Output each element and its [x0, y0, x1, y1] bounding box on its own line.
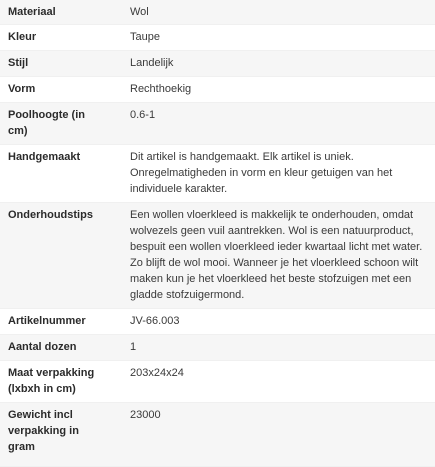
spec-label: Aantal dozen [8, 341, 77, 353]
spec-value: Dit artikel is handgemaakt. Elk artikel is uniek. Onregelmatigheden in vorm en kleur getuigen van het individuele karakter. [130, 151, 393, 195]
spec-value: Taupe [130, 31, 160, 43]
spec-value: Landelijk [130, 57, 174, 69]
spec-label: Maat verpakking (lxbxh in cm) [8, 367, 95, 395]
spec-row-onderhoudstips [0, 203, 435, 309]
spec-label: Poolhoogte (in cm) [8, 109, 85, 137]
spec-value: Een wollen vloerkleed is makkelijk te onderhouden, omdat wolvezels geen vuil aantrekken. Wol is een natuurproduct, bespuit een wollen vloerkleed ieder kwartaal licht met water. Zo blijft de wol mooi. Wanneer je het vloerkleed schoon wilt maken kun je het vloerkleed het beste stofzuigen met een gladde stofzuigermond. [130, 209, 423, 301]
spec-row-aantal-dozen [0, 335, 435, 361]
spec-label: Vorm [8, 83, 36, 95]
spec-label: Stijl [8, 57, 29, 69]
spec-label: Onderhoudstips [8, 209, 93, 221]
spec-value: Rechthoekig [130, 83, 192, 95]
spec-row-stijl [0, 51, 435, 77]
spec-row-gewicht [0, 403, 435, 467]
spec-row-poolhoogte [0, 103, 435, 145]
spec-row-maat-verpakking [0, 361, 435, 403]
spec-label: Materiaal [8, 6, 56, 18]
spec-value: 0.6-1 [130, 109, 156, 121]
spec-label: Kleur [8, 31, 37, 43]
spec-value: JV-66.003 [130, 315, 180, 327]
spec-row-handgemaakt [0, 145, 435, 203]
spec-label: Gewicht incl verpakking in gram [8, 409, 79, 453]
spec-row-vorm [0, 77, 435, 103]
spec-value: Wol [130, 6, 149, 18]
spec-label: Handgemaakt [8, 151, 81, 163]
spec-value: 203x24x24 [130, 367, 184, 379]
spec-label: Artikelnummer [8, 315, 86, 327]
spec-row-artikelnummer [0, 309, 435, 335]
spec-value: 23000 [130, 409, 161, 421]
spec-row-materiaal [0, 0, 435, 25]
spec-row-kleur [0, 25, 435, 51]
spec-value: 1 [130, 341, 137, 353]
